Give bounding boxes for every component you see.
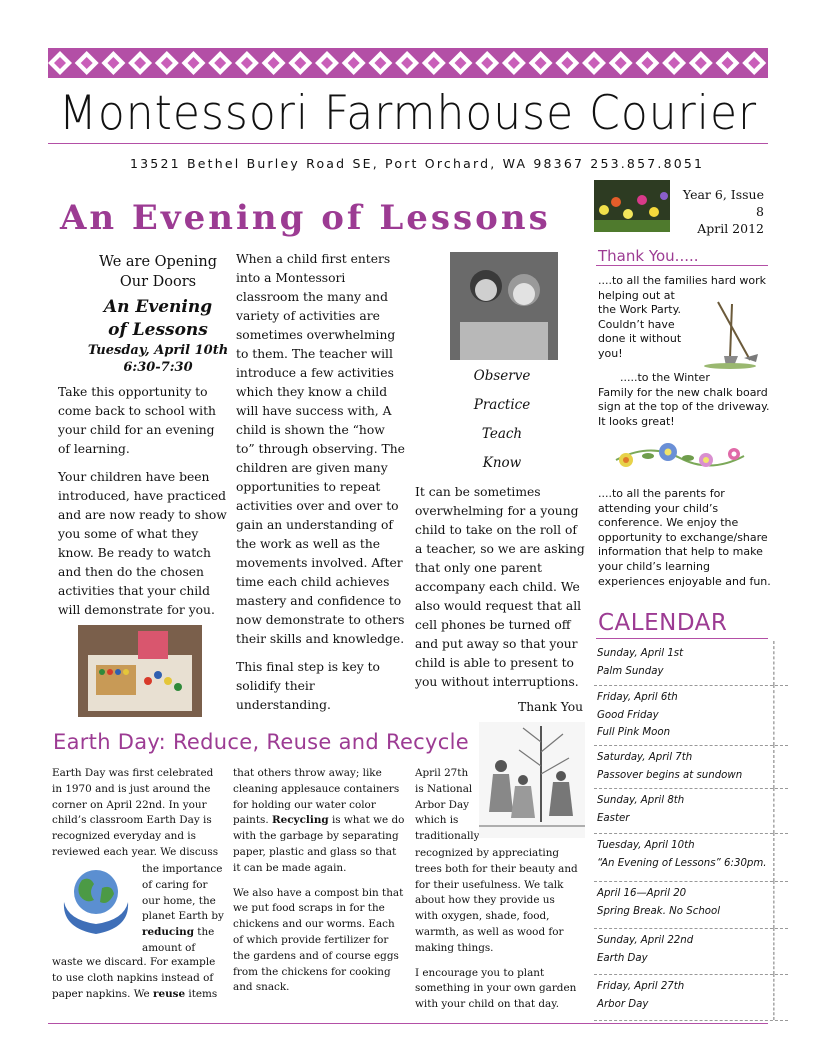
child-working-photo <box>78 625 202 717</box>
thank-you-text: ....to all the families hard work helping out at <box>598 274 767 302</box>
calendar-notes-cell <box>774 833 788 881</box>
tulips-photo <box>594 180 670 232</box>
calendar-entry <box>594 833 788 882</box>
issue-date: April 2012 <box>697 221 764 236</box>
masthead-rule <box>48 143 768 144</box>
top-banner <box>48 48 768 78</box>
earth-day-col-1-wrap <box>142 862 226 957</box>
girls-working-photo <box>450 252 558 360</box>
earth-day-col-3-top: April 27th is National Arbor Day which is traditionally <box>415 767 480 843</box>
event-line: An Evening <box>103 297 213 317</box>
bottom-rule <box>48 1023 768 1024</box>
calendar-rule <box>596 638 768 639</box>
paragraph: We also have a compost bin that we put food scraps in for the chickens and our worms. Each of which provide fertilizer for the gardens and of course eggs from the chickens for cooking and snack. <box>233 886 404 994</box>
thank-you-signoff: Thank You <box>518 700 584 714</box>
article-column-3 <box>415 483 587 701</box>
calendar-notes-cell <box>774 928 788 974</box>
main-headline: An Evening of Lessons <box>60 198 551 238</box>
article-column-1 <box>58 383 230 629</box>
calendar-date: Friday, April 27th <box>597 981 685 992</box>
keyword-recycling: Recycling <box>271 814 329 827</box>
masthead-address: 13521 Bethel Burley Road SE, Port Orchard, WA 98367 253.857.8051 <box>130 156 705 171</box>
calendar-entry-text <box>594 788 774 833</box>
paragraph: This final step is key to solidify their understanding. <box>236 660 380 712</box>
event-time-line: 6:30-7:30 <box>123 360 193 375</box>
calendar-event: Passover begins at sundown <box>597 769 743 781</box>
calendar-entry-text <box>594 745 774 788</box>
text-run: items <box>185 987 218 1000</box>
calendar-event: “An Evening of Lessons” 6:30pm. <box>597 857 767 869</box>
article-column-2 <box>236 250 406 724</box>
earth-day-col-3 <box>415 846 581 1013</box>
paragraph: It can be sometimes overwhelming for a young child to take on the roll of a teacher, so we are asking that only one parent accompany each child. We also would request that all cell phones be turned off and put away so that your child is able to present to you without interruptions. <box>415 485 585 689</box>
thank-you-item-3: ....to all the parents for attending your child’s conference. We enjoy the opportunity to exchange/share information that help to make your child’s learning experiences enjoyable and fun. <box>598 487 771 588</box>
paragraph <box>233 766 407 877</box>
calendar-entry <box>594 974 788 1021</box>
calendar-date: Saturday, April 7th <box>597 752 693 763</box>
step-practice: Practice <box>473 397 531 413</box>
calendar-date: Sunday, April 8th <box>597 795 685 806</box>
calendar-date: Sunday, April 22nd <box>597 935 694 946</box>
calendar-event: Spring Break. No School <box>597 905 721 917</box>
calendar-notes-cell <box>774 881 788 928</box>
earth-day-col-2 <box>233 766 407 996</box>
event-line: of Lessons <box>108 320 208 340</box>
calendar-entry <box>594 745 788 789</box>
text-run: the amount of <box>142 926 215 954</box>
issue-info <box>680 186 764 237</box>
keyword-reuse: reuse <box>153 987 186 1000</box>
calendar-entry <box>594 685 788 746</box>
calendar-date: Friday, April 6th <box>597 692 678 703</box>
text-run: waste we discard. For example to use cloth napkins instead of paper napkins. We <box>52 956 216 1000</box>
event-date <box>58 342 258 376</box>
issue-number: Year 6, Issue 8 <box>682 187 764 219</box>
calendar-entry <box>594 928 788 975</box>
calendar-notes-cell <box>774 685 788 745</box>
calendar-event: Arbor Day <box>597 998 649 1010</box>
step-observe: Observe <box>473 368 531 384</box>
calendar-event: Easter <box>597 812 630 824</box>
calendar-entry-text <box>594 833 774 881</box>
text-run: that others throw away; like cleaning applesauce containers for holding our water color paints. <box>233 767 400 827</box>
calendar-entry <box>594 881 788 929</box>
intro-line: We are Opening <box>98 254 218 270</box>
thank-you-item-2 <box>598 371 770 429</box>
calendar-entry-text <box>594 641 774 685</box>
garden-tools-icon <box>700 298 762 370</box>
keyword-reducing: reducing <box>142 926 194 939</box>
thank-you-text: .....to the Winter <box>620 371 710 384</box>
opening-doors-text <box>58 252 258 292</box>
text-run: the importance of caring for our home, the planet Earth by <box>142 863 224 923</box>
calendar-date: Tuesday, April 10th <box>597 840 695 851</box>
paragraph: Take this opportunity to come back to school with your child for an evening of learning. <box>58 385 216 456</box>
calendar-notes-cell <box>774 745 788 788</box>
thank-you-text: the Work Party. Couldn’t have done it without you! <box>598 303 682 360</box>
flower-vine-icon <box>610 438 750 472</box>
calendar-entry-text <box>594 685 774 745</box>
thank-you-rule <box>596 265 768 266</box>
thank-you-title: Thank You..... <box>598 247 699 265</box>
paragraph: recognized by appreciating trees both for their beauty and for their usefulness. We talk about how they provide us with oxygen, shade, food, warmth, as well as wood for making things. <box>415 847 578 954</box>
earth-day-col-1-bottom <box>52 955 226 1002</box>
calendar-event: Good Friday <box>597 709 659 721</box>
calendar-date: Sunday, April 1st <box>597 648 684 659</box>
paragraph: When a child first enters into a Montessori classroom the many and variety of activities are sometimes overwhelming to them. The teacher will introduce a few activities which they know a child will have success with, A child is shown the “how to” through observing. The children are given many opportunities to repeat activities over and over to gain an understanding of the work as well as the movements involved. After time each child achieves mastery and confidence to now demonstrate to others their skills and knowledge. <box>236 252 405 646</box>
calendar-event: Earth Day <box>597 952 648 964</box>
calendar-event: Full Pink Moon <box>597 727 671 739</box>
globe-hands-icon <box>58 862 134 938</box>
masthead-title: Montessori Farmhouse Courier <box>58 85 758 142</box>
event-date-line: Tuesday, April 10th <box>87 343 229 358</box>
calendar-notes-cell <box>774 641 788 685</box>
thank-you-text: Family for the new chalk board sign at the top of the driveway. It looks great! <box>598 385 770 428</box>
calendar-title: CALENDAR <box>598 610 728 636</box>
earth-day-col-1-top: Earth Day was first celebrated in 1970 and is just around the corner on April 22nd. In your child’s classroom Earth Day is recognized everyday and is reviewed each year. We discuss <box>52 767 219 858</box>
text-run: is what we do with the garbage by separating paper, plastic and glass so that it can be made again. <box>233 814 405 874</box>
calendar-notes-cell <box>774 974 788 1020</box>
calendar-entry <box>594 788 788 834</box>
step-know: Know <box>482 455 522 471</box>
paragraph: Your children have been introduced, have practiced and are now ready to show you some of what they know. Be ready to watch and then do the chosen activities that your child will demonstrate for you. <box>58 470 227 617</box>
step-teach: Teach <box>481 426 523 442</box>
calendar-entry-text <box>594 928 774 974</box>
calendar-notes-cell <box>774 788 788 833</box>
calendar-date: April 16—April 20 <box>597 888 687 899</box>
calendar-entry-text <box>594 974 774 1020</box>
event-name <box>58 296 258 342</box>
intro-line: Our Doors <box>119 274 197 290</box>
calendar-entry <box>594 641 788 686</box>
earth-day-headline: Earth Day: Reduce, Reuse and Recycle <box>53 730 469 754</box>
calendar-event: Palm Sunday <box>597 665 664 677</box>
children-planting-sketch <box>479 722 585 838</box>
calendar-entry-text <box>594 881 774 928</box>
paragraph: I encourage you to plant something in your own garden with your child on that day. <box>415 966 577 1011</box>
